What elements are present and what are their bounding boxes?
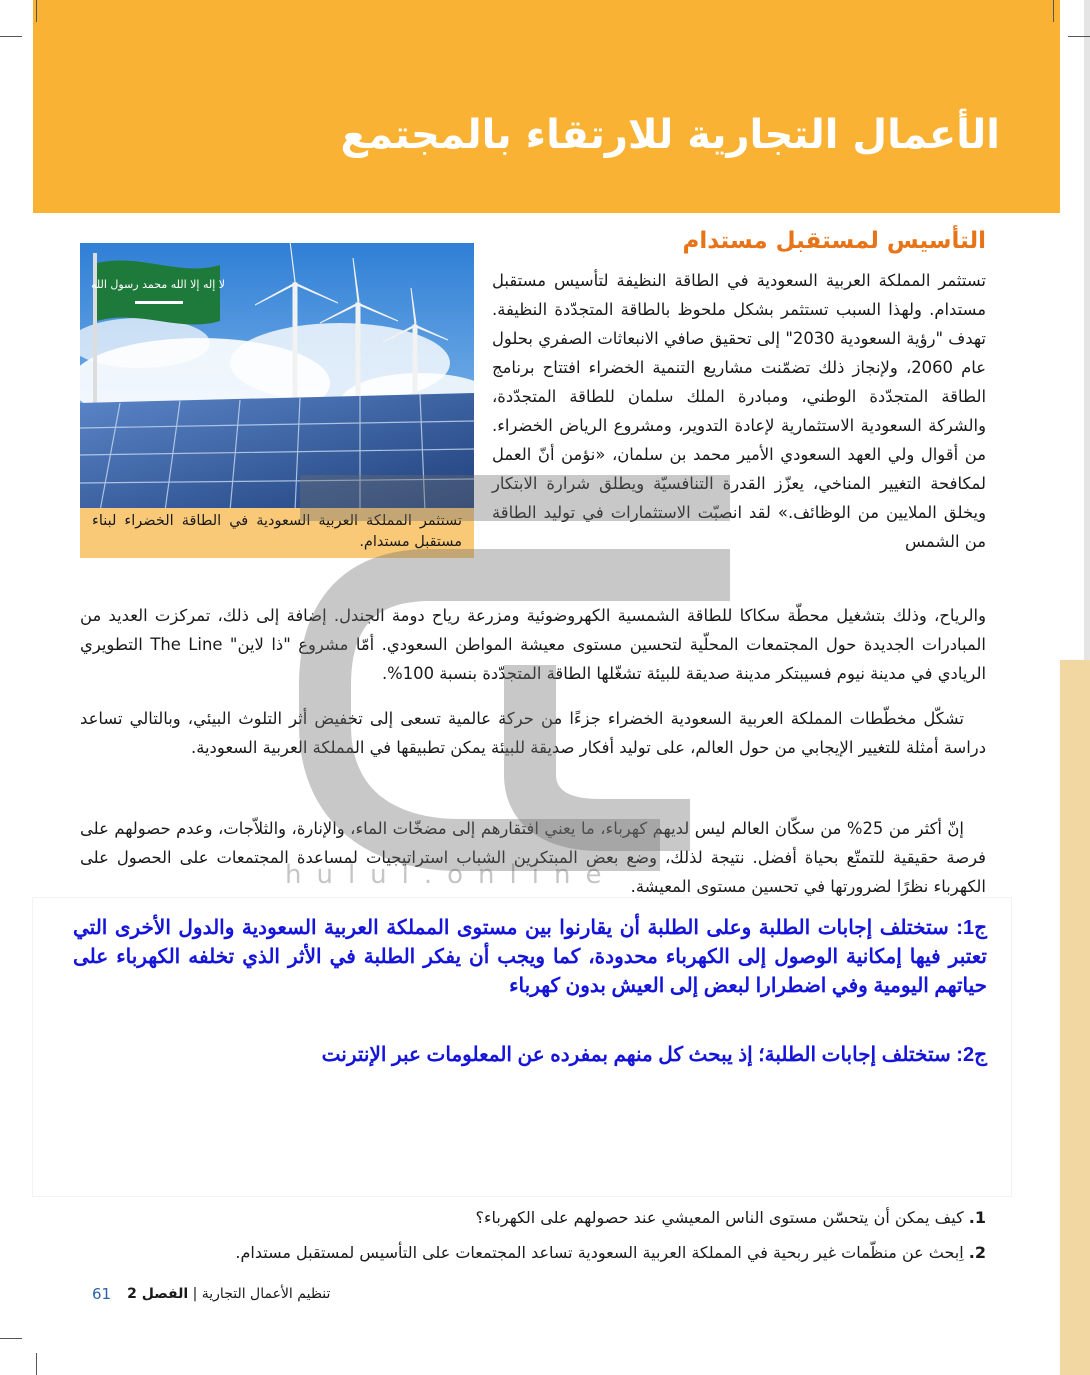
paragraph-electricity: إنّ أكثر من 25% من سكّان العالم ليس لديهم كهرباء، ما يعني افتقارهم إلى مضخّات الماء، والإنارة، والثلاّجات، وعدم حصولهم على فرصة حقيقية للتمتّع بحياة أفضل. نتيجة لذلك، وضع بعض المبتكرين الشباب استراتيجيات لمساعدة المجتمعات على الحصول على الكهرباء نظرًا لضرورتها في تحسين مستوى المعيشة. — [80, 819, 986, 896]
footer-separator: | — [192, 1286, 198, 1302]
paragraph-intro-bottom: والرياح، وذلك بتشغيل محطّة سكاكا للطاقة الشمسية الكهروضوئية ومزرعة رياح دومة الجندل. إضافة إلى ذلك، تمركزت العديد من المبادرات الجديدة حول المجتمعات المحلّية لتحسين مستوى معيشة المواطن السعودي. أمّا مشروع "ذا لاين" The Line التطويري الريادي في مدينة نيوم فسيبتكر مدينة صديقة للبيئة تشغّلها الطاقة المتجدّدة بنسبة 100%. — [80, 606, 986, 683]
answer-box — [33, 898, 1011, 1196]
question-1 — [476, 1206, 986, 1230]
footer-book-title: تنظيم الأعمال التجارية — [201, 1286, 331, 1302]
figure-caption: تستثمر المملكة العربية السعودية في الطاقة الخضراء لبناء مستقبل مستدام. — [80, 508, 474, 558]
question-number: 1. — [968, 1208, 986, 1227]
solar-wind-photo — [80, 243, 474, 511]
header-band — [33, 0, 1060, 213]
question-2 — [235, 1241, 986, 1265]
question-text: اِبحث عن منظّمات غير ربحية في المملكة العربية السعودية تساعد المجتمعات على التأسيس لمستقبل مستدام. — [235, 1243, 964, 1262]
watermark-text: hulul.online — [285, 860, 617, 890]
answer-1: ج1: ستختلف إجابات الطلبة وعلى الطلبة أن يقارنوا بين مستوى المملكة العربية السعودية والدول الأخرى التي تعتبر فيها إمكانية الوصول إلى الكهرباء محدودة، كما ويجب أن يفكر الطلبة في الأثر الذي تخلفه الكهرباء على حياتهم اليومية وفي اضطرارا لبعض إلى العيش بدون كهرباء — [73, 917, 987, 997]
paragraph-global-movement: تشكّل مخطّطات المملكة العربية السعودية الخضراء جزءًا من حركة عالمية تسعى إلى تخفيض أثر التلوث البيئي، وبالتالي تساعد دراسة أمثلة للتغيير الإيجابي من حول العالم، على توليد أفكار صديقة للبيئة يمكن تطبيقها في المملكة العربية السعودية. — [80, 709, 986, 757]
crop-mark — [0, 1338, 22, 1339]
page-footer — [92, 1285, 330, 1303]
answer-2: ج2: ستختلف إجابات الطلبة؛ إذ يبحث كل منهم بمفرده عن المعلومات عبر الإنترنت — [321, 1044, 987, 1066]
crop-mark — [36, 0, 37, 22]
question-text: كيف يمكن أن يتحسّن مستوى الناس المعيشي عند حصولهم على الكهرباء؟ — [475, 1208, 964, 1227]
crop-mark — [36, 1353, 37, 1375]
flag-text: لا إله إلا الله محمد رسول الله — [90, 278, 226, 291]
page-number: 61 — [92, 1285, 112, 1303]
chapter-side-tab — [1060, 660, 1090, 1375]
page-title: الأعمال التجارية للارتقاء بالمجتمع — [340, 112, 1000, 158]
footer-label — [127, 1286, 330, 1302]
crop-mark — [0, 36, 22, 37]
paragraph-intro-top: تستثمر المملكة العربية السعودية في الطاقة النظيفة لتأسيس مستقبل مستدام. ولهذا السبب تستثمر بشكل ملحوظ بالطاقة المتجدّدة النظيفة. تهدف "رؤية السعودية 2030" إلى تحقيق صافي الانبعاثات الصفري بحلول عام 2060، ولإنجاز ذلك تضمّنت مشاريع التنمية الخضراء افتتاح برنامج الطاقة المتجدّدة الوطني، ومبادرة الملك سلمان للطاقة المتجدّدة، والشركة السعودية الاستثمارية لإعادة التدوير، ومشروع الرياض الخضراء. من أقوال ولي العهد السعودي الأمير محمد بن سلمان، «نؤمن أنّ العمل لمكافحة التغيير المناخي، يعزّز القدرة التنافسيّة ويطلق شرارة الابتكار ويخلق الملايين من الوظائف.» لقد انصبّت الاستثمارات في توليد الطاقة من الشمس — [492, 271, 986, 551]
footer-chapter: الفصل 2 — [127, 1286, 189, 1302]
crop-mark — [1053, 0, 1054, 22]
question-number: 2. — [968, 1243, 986, 1262]
section-title: التأسيس لمستقبل مستدام — [682, 228, 986, 254]
crop-mark — [1068, 36, 1090, 37]
